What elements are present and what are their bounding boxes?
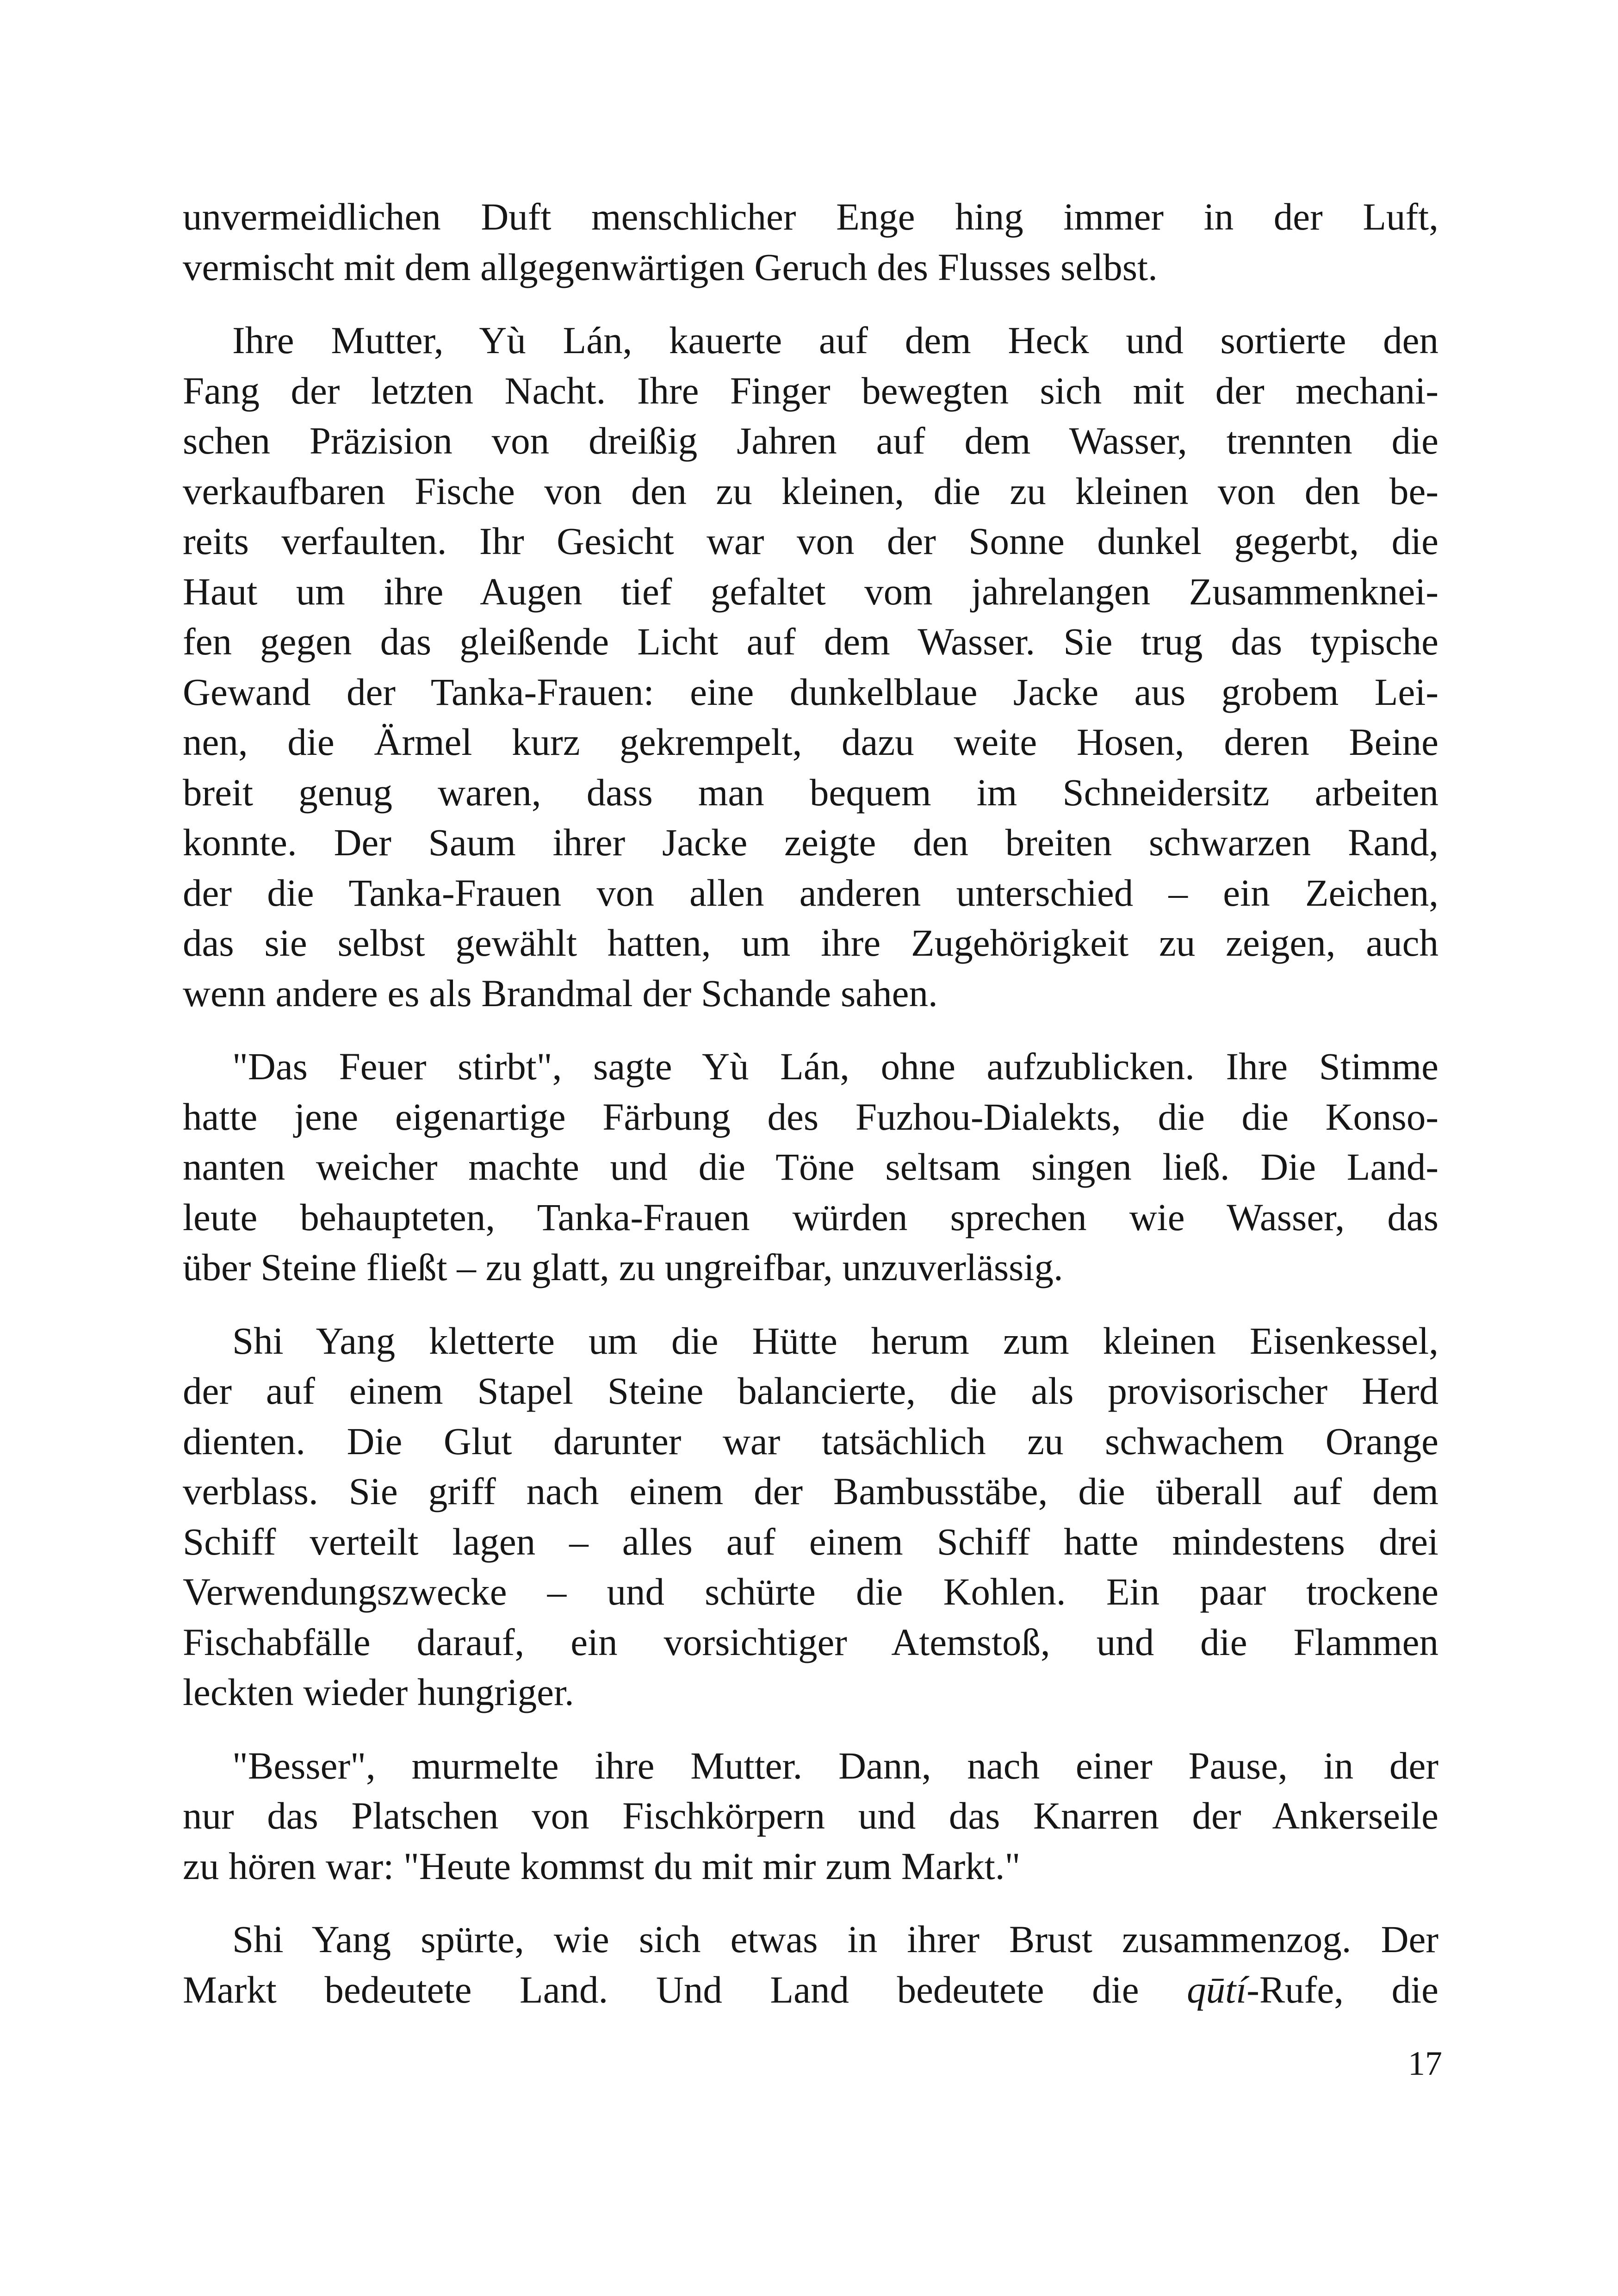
text-line: das sie selbst gewählt hatten, um ihre Zugehörigkeit zu zeigen, auch: [183, 921, 1438, 964]
text-line: verblass. Sie griff nach einem der Bambusstäbe, die überall auf dem: [183, 1470, 1438, 1512]
text-line: leute behaupteten, Tanka-Frauen würden sprechen wie Wasser, das: [183, 1195, 1438, 1238]
text-line: "Das Feuer stirbt", sagte Yù Lán, ohne aufzublicken. Ihre Stimme: [232, 1045, 1438, 1088]
text-line: breit genug waren, dass man bequem im Schneidersitz arbeiten: [183, 771, 1438, 814]
text-line: wenn andere es als Brandmal der Schande sahen.: [183, 971, 938, 1014]
text-line: Haut um ihre Augen tief gefaltet vom jahrelangen Zusammenknei-: [183, 570, 1438, 613]
text-line: über Steine fließt – zu glatt, zu ungreifbar, unzuverlässig.: [183, 1246, 1063, 1288]
text-line: reits verfaulten. Ihr Gesicht war von der Sonne dunkel gegerbt, die: [183, 520, 1438, 562]
text-line: der auf einem Stapel Steine balancierte, die als provisorischer Herd: [183, 1369, 1438, 1412]
page-number: 17: [1408, 2045, 1442, 2083]
text-line: schen Präzision von dreißig Jahren auf dem Wasser, trennten die: [183, 419, 1438, 462]
paragraph-4: [183, 1316, 1438, 1717]
text-line: unvermeidlichen Duft menschlicher Enge hing immer in der Luft,: [183, 195, 1438, 238]
text-line: Ihre Mutter, Yù Lán, kauerte auf dem Heck und sortierte den: [232, 319, 1438, 361]
paragraph-6: [183, 1914, 1438, 2015]
text-line: verkaufbaren Fische von den zu kleinen, die zu kleinen von den be-: [183, 469, 1438, 512]
text-line: Schiff verteilt lagen – alles auf einem Schiff hatte mindestens drei: [183, 1520, 1438, 1563]
text-line: konnte. Der Saum ihrer Jacke zeigte den breiten schwarzen Rand,: [183, 821, 1438, 864]
text-line: [183, 1965, 1438, 2015]
line-text: Markt bedeutete Land. Und Land bedeutete die: [183, 1968, 1187, 2011]
paragraph-2: [183, 315, 1438, 1018]
paragraph-5: [183, 1741, 1438, 1892]
text-line: Shi Yang spürte, wie sich etwas in ihrer Brust zusammenzog. Der: [232, 1918, 1438, 1960]
text-line: Gewand der Tanka-Frauen: eine dunkelblaue Jacke aus grobem Lei-: [183, 670, 1438, 713]
text-line: dienten. Die Glut darunter war tatsächlich zu schwachem Orange: [183, 1419, 1438, 1462]
emphasized-word: qūtí: [1187, 1968, 1247, 2011]
paragraph-1: [183, 192, 1438, 292]
text-line: zu hören war: "Heute kommst du mit mir zum Markt.": [183, 1844, 1021, 1887]
text-line: nur das Platschen von Fischkörpern und das Knarren der Ankerseile: [183, 1794, 1438, 1837]
text-line: Fang der letzten Nacht. Ihre Finger bewegten sich mit der mechani-: [183, 369, 1438, 412]
body-text: [183, 192, 1438, 2015]
text-line: nen, die Ärmel kurz gekrempelt, dazu weite Hosen, deren Beine: [183, 721, 1438, 763]
line-text-tail: -Rufe, die: [1246, 1968, 1438, 2011]
text-line: vermischt mit dem allgegenwärtigen Geruch des Flusses selbst.: [183, 245, 1158, 288]
text-line: leckten wieder hungriger.: [183, 1671, 574, 1713]
text-line: Shi Yang kletterte um die Hütte herum zum kleinen Eisenkessel,: [232, 1319, 1438, 1362]
text-line: "Besser", murmelte ihre Mutter. Dann, nach einer Pause, in der: [232, 1744, 1438, 1787]
text-line: Verwendungszwecke – und schürte die Kohlen. Ein paar trockene: [183, 1570, 1438, 1613]
text-line: Fischabfälle darauf, ein vorsichtiger Atemstoß, und die Flammen: [183, 1620, 1438, 1663]
text-line: fen gegen das gleißende Licht auf dem Wasser. Sie trug das typische: [183, 620, 1438, 663]
paragraph-3: [183, 1041, 1438, 1293]
text-line: nanten weicher machte und die Töne seltsam singen ließ. Die Land-: [183, 1145, 1438, 1188]
text-line: hatte jene eigenartige Färbung des Fuzhou-Dialekts, die die Konso-: [183, 1095, 1438, 1138]
text-line: der die Tanka-Frauen von allen anderen unterschied – ein Zeichen,: [183, 871, 1438, 914]
